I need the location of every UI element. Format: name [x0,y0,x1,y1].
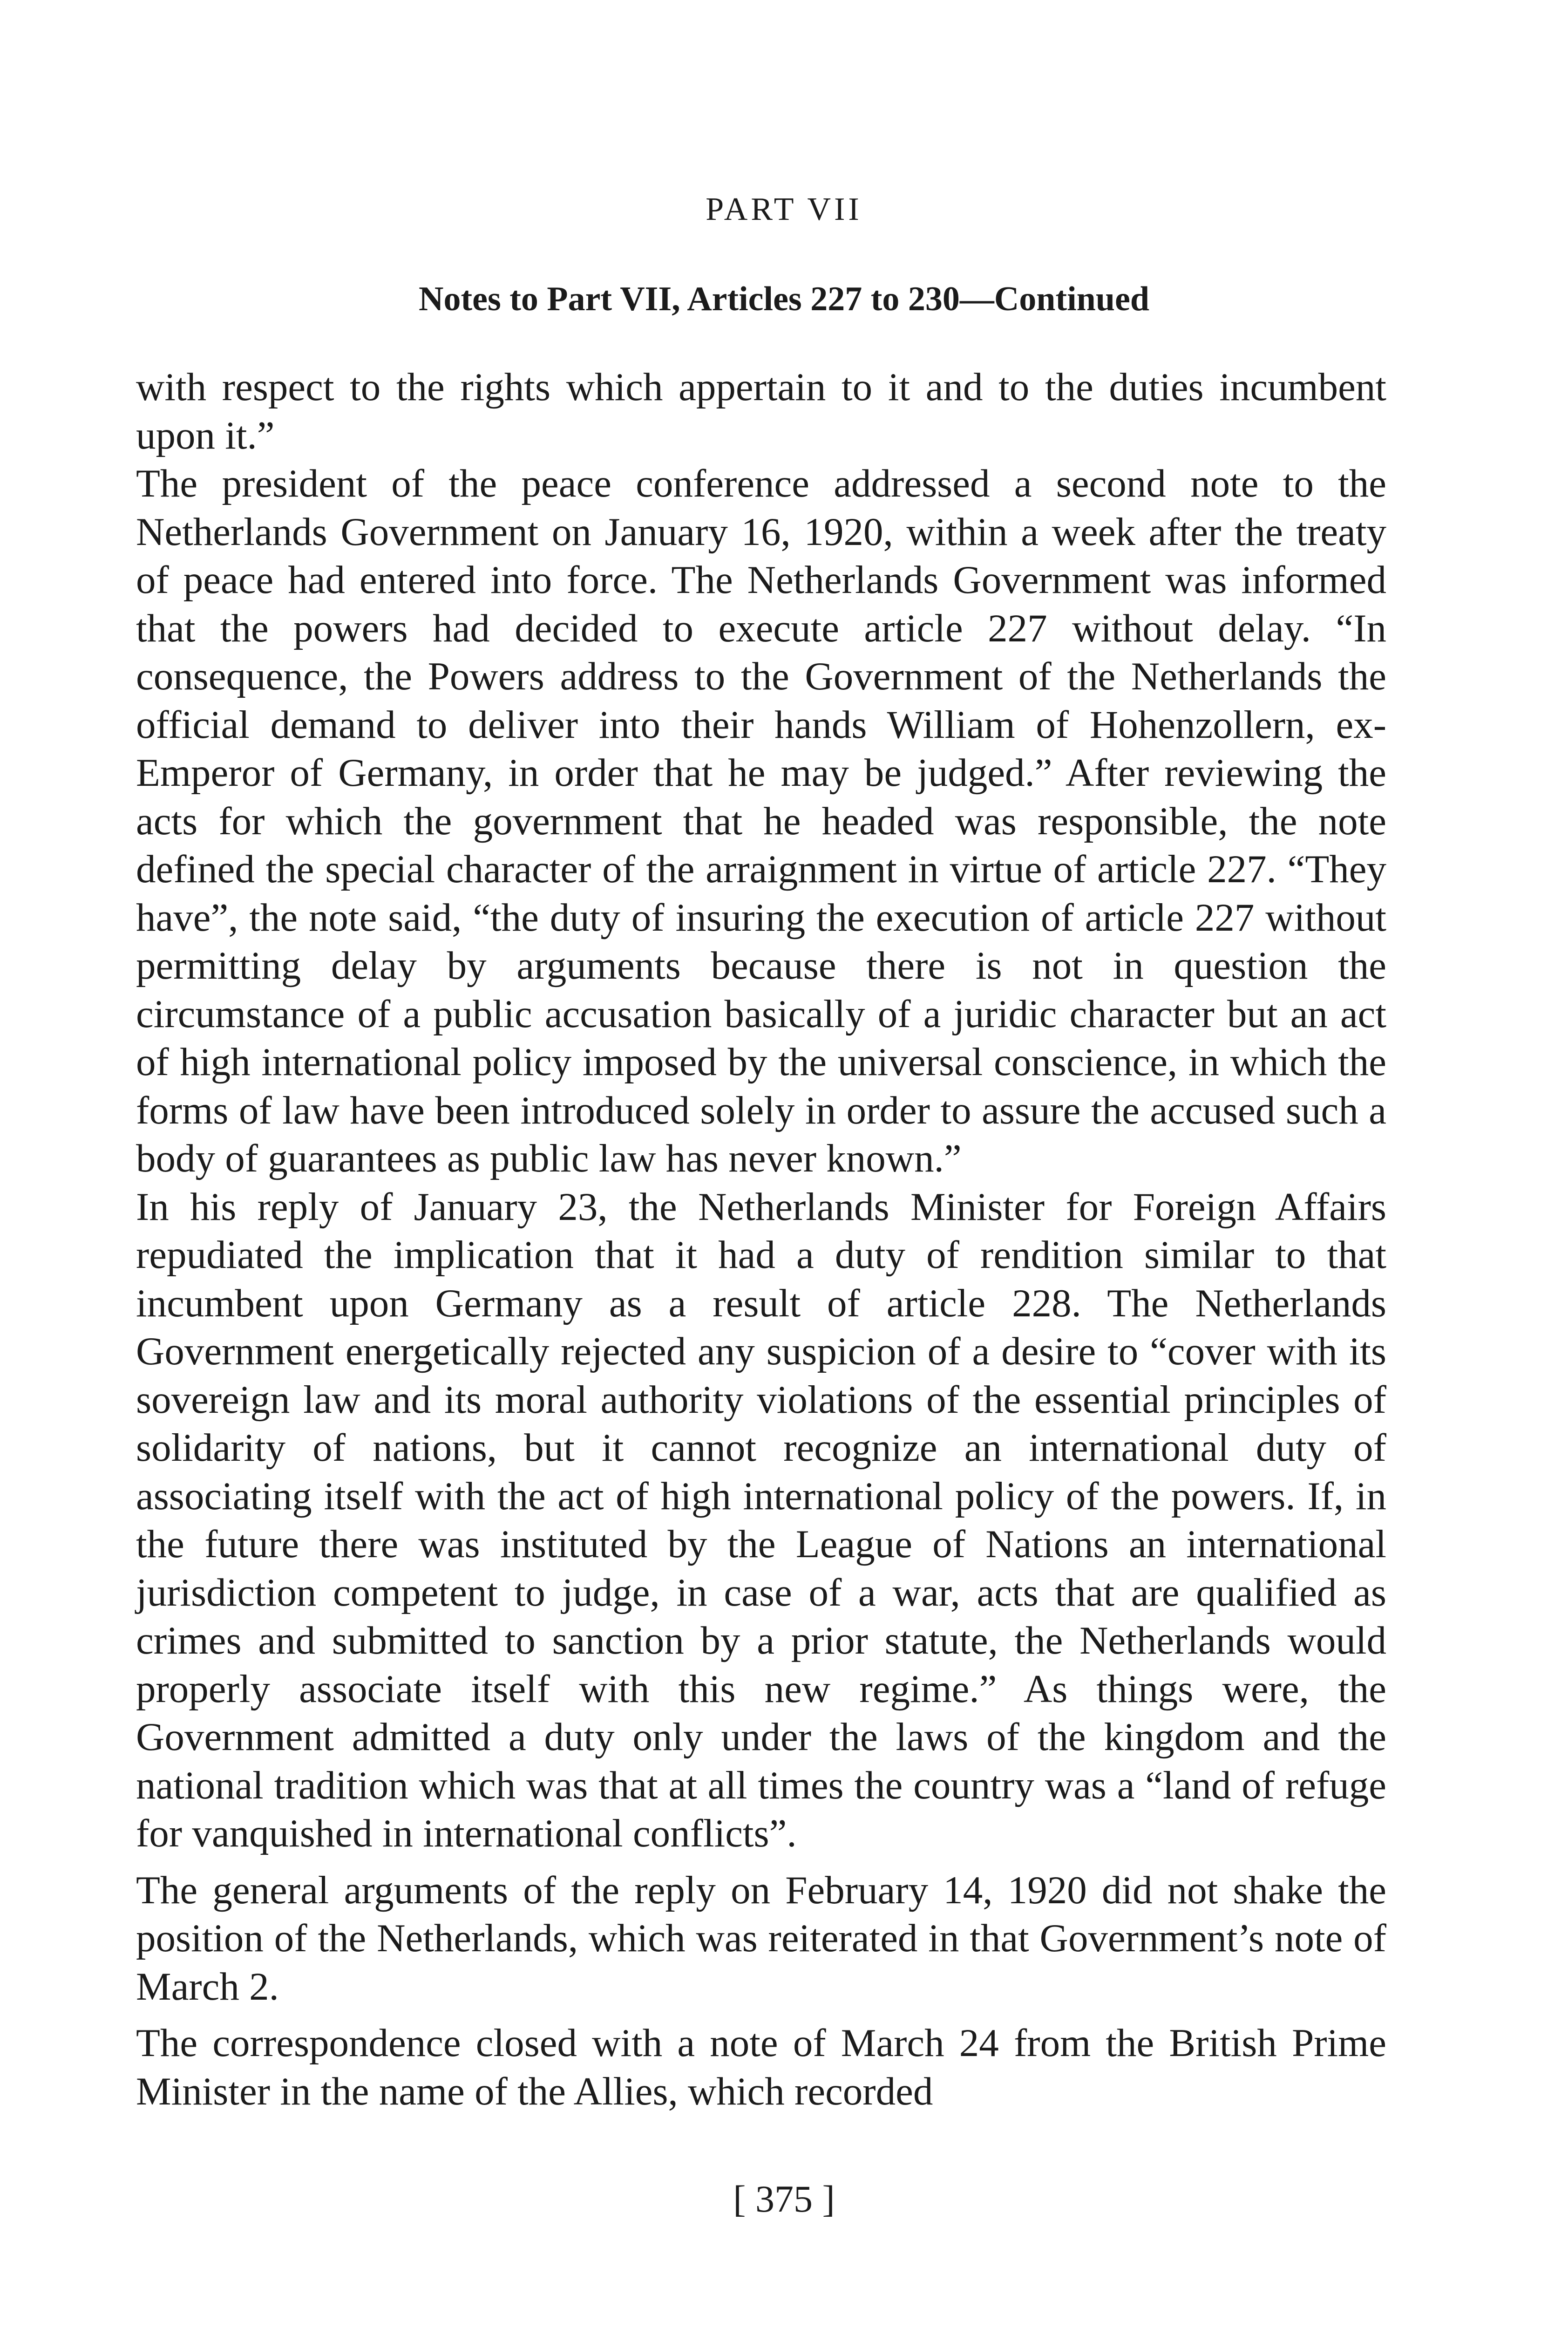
paragraph: The correspondence closed with a note of March 24 from the British Prime Minister in the name of the Allies, which recorded [136,2021,1386,2113]
paragraph: The general arguments of the reply on February 14, 1920 did not shake the position of the Netherlands, which was reiterated in that Government’s note of March 2. [136,1868,1386,2009]
paragraph: In his reply of January 23, the Netherlands Minister for Foreign Affairs repudiated the implication that it had a duty of rendition similar to that incumbent upon Germany as a result of article 228. The Netherlands Government energetically rejected any suspicion of a desire to “cover with its sovereign law and its moral authority violations of the essential principles of solidarity of nations, but it cannot recognize an international duty of associating itself with the act of high international policy of the powers. If, in the future there was instituted by the League of Nations an international jurisdiction competent to judge, in case of a war, acts that are qualified as crimes and submitted to sanction by a prior statute, the Netherlands would properly associate itself with this new regime.” As things were, the Government admitted a duty only under the laws of the kingdom and the national tradition which was that at all times the country was a “land of refuge for vanquished in international conflicts”. [136,1185,1386,1855]
paragraph: The president of the peace conference addressed a second note to the Netherlands Government on January 16, 1920, within a week after the treaty of peace had entered into force. The Netherlands Government was informed that the powers had decided to execute article 227 without delay. “In consequence, the Powers address to the Government of the Netherlands the official demand to deliver into their hands William of Hohenzollern, ex-Emperor of Germany, in order that he may be judged.” After reviewing the acts for which the government that he headed was responsible, the note defined the special character of the arraignment in virtue of article 227. “They have”, the note said, “the duty of insuring the execution of article 227 without permitting delay by arguments because there is not in question the circumstance of a public accusation basically of a juridic character but an act of high international policy imposed by the universal conscience, in which the forms of law have been introduced solely in order to assure the accused such a body of guarantees as public law has never known.” [136,462,1386,1180]
section-subhead: Notes to Part VII, Articles 227 to 230—Continued [419,280,1149,318]
page-number: [ 375 ] [733,2178,835,2220]
running-head: PART VII [706,191,862,227]
body-text [136,363,1386,2116]
paragraph: with respect to the rights which appertain to it and to the duties incumbent upon it.” [136,365,1386,457]
